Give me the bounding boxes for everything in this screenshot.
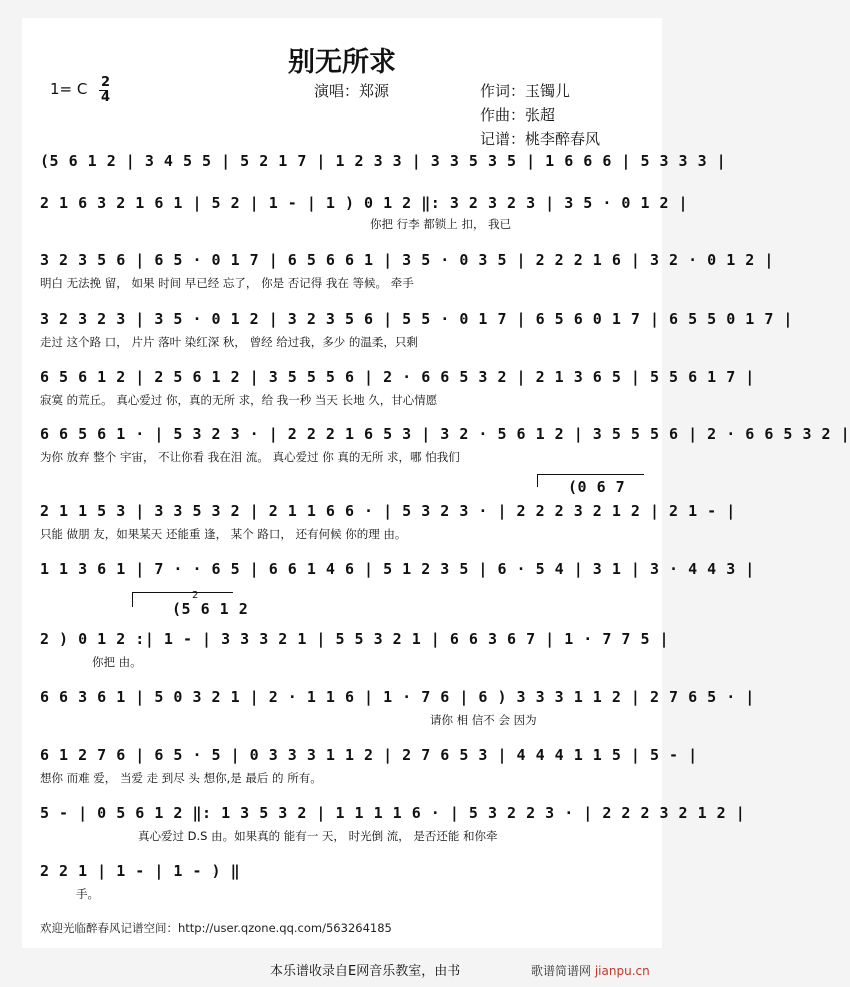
- notation-row: 2 ) 0 1 2 :| 1 - | 3 3 3 2 1 | 5 5 3 2 1 | 6 6 3 6 7 | 1 · 7 7 5 |: [40, 630, 670, 648]
- notation-row: 3 2 3 2 3 | 3 5 · 0 1 2 | 3 2 3 5 6 | 5 5 · 0 1 7 | 6 5 6 0 1 7 | 6 5 5 0 1 7 |: [40, 310, 793, 328]
- lyric-line: 你把 由。: [92, 655, 142, 669]
- notation-row: 1 1 3 6 1 | 7 · · 6 5 | 6 6 1 4 6 | 5 1 2 3 5 | 6 · 5 4 | 3 1 | 3 · 4 4 3 |: [40, 560, 755, 578]
- bracket-notes: (0 6 7: [568, 478, 626, 496]
- sheet-page: [22, 18, 850, 948]
- song-title: 别无所求: [288, 47, 396, 78]
- time-signature-top: 2: [101, 75, 111, 90]
- notation-row: 6 6 5 6 1 · | 5 3 2 3 · | 2 2 2 1 6 5 3 | 3 2 · 5 6 1 2 | 3 5 5 5 6 | 2 · 6 6 5 3 2 |: [40, 425, 850, 443]
- watermark-cn: 歌谱简谱网: [531, 964, 592, 978]
- time-signature-bottom: 4: [101, 90, 111, 105]
- visit-note: 欢迎光临醉春风记谱空间：http://user.qzone.qq.com/563264185: [40, 921, 392, 935]
- lyric-line: 请你 相 信不 会 因为: [430, 713, 537, 727]
- notation-row: 2 1 1 5 3 | 3 3 5 3 2 | 2 1 1 6 6 · | 5 3 2 3 · | 2 2 2 3 2 1 2 | 2 1 - |: [40, 502, 736, 520]
- lyric-line: 寂寞 的荒丘。 真心爱过 你，真的无所 求，给 我一秒 当天 长地 久，甘心情愿: [40, 393, 438, 407]
- volta-number: 2: [192, 590, 199, 601]
- notation-row: 6 6 3 6 1 | 5 0 3 2 1 | 2 · 1 1 6 | 1 · 7 6 | 6 ) 3 3 3 1 1 2 | 2 7 6 5 · |: [40, 688, 755, 706]
- notation-row: 2 2 1 | 1 - | 1 - ) ‖: [40, 862, 241, 880]
- collection-credit: 本乐谱收录自E网音乐教室，由书: [270, 964, 461, 979]
- notation-row: (5 6 1 2 | 3 4 5 5 | 5 2 1 7 | 1 2 3 3 | 3 3 5 3 5 | 1 6 6 6 | 5 3 3 3 |: [40, 152, 727, 170]
- site-watermark: [531, 962, 650, 979]
- lyric-line: 你把 行李 都锁上 扣， 我已: [370, 217, 512, 231]
- composer-credit: 作曲：张超: [480, 106, 556, 124]
- lyric-line: 只能 做朋 友，如果某天 还能重 逢， 某个 路口， 还有何候 你的理 由。: [40, 527, 407, 541]
- notation-row: 6 5 6 1 2 | 2 5 6 1 2 | 3 5 5 5 6 | 2 · 6 6 5 3 2 | 2 1 3 6 5 | 5 5 6 1 7 |: [40, 368, 755, 386]
- lyric-line: 走过 这个路 口， 片片 落叶 染红深 秋， 曾经 给过我，多少 的温柔，只剩: [40, 335, 418, 349]
- lyric-line: 手。: [76, 887, 99, 901]
- lyric-line: 为你 放弃 整个 宇宙， 不让你看 我在泪 流。 真心爱过 你 真的无所 求，哪 怕我们: [40, 450, 460, 464]
- notation-row: 6 1 2 7 6 | 6 5 · 5 | 0 3 3 3 1 1 2 | 2 7 6 5 3 | 4 4 4 1 1 5 | 5 - |: [40, 746, 698, 764]
- watermark-site: jianpu.cn: [594, 964, 650, 978]
- singer-credit: 演唱：郑源: [314, 82, 390, 100]
- lyric-line: 明白 无法挽 留， 如果 时间 早已经 忘了， 你是 否记得 我在 等候。 牵手: [40, 276, 414, 290]
- lyric-line: 真心爱过 D.S 由。如果真的 能有一 天， 时光倒 流， 是否还能 和你牵: [138, 829, 498, 843]
- lyric-line: 想你 而难 爱， 当爱 走 到尽 头 想你,是 最后 的 所有。: [40, 771, 322, 785]
- notation-row: 3 2 3 5 6 | 6 5 · 0 1 7 | 6 5 6 6 1 | 3 5 · 0 3 5 | 2 2 2 1 6 | 3 2 · 0 1 2 |: [40, 251, 774, 269]
- transcriber-credit: 记谱：桃李醉春风: [480, 130, 601, 148]
- notation-row: 2 1 6 3 2 1 6 1 | 5 2 | 1 - | 1 ) 0 1 2 ‖: 3 2 3 2 3 | 3 5 · 0 1 2 |: [40, 194, 689, 212]
- bracket-notes: (5 6 1 2: [172, 600, 249, 618]
- lyricist-credit: 作词：玉镯儿: [480, 82, 571, 100]
- key-signature: 1= C: [50, 80, 88, 98]
- notation-row: 5 - | 0 5 6 1 2 ‖: 1 3 5 3 2 | 1 1 1 1 6 · | 5 3 2 2 3 · | 2 2 2 3 2 1 2 |: [40, 804, 746, 822]
